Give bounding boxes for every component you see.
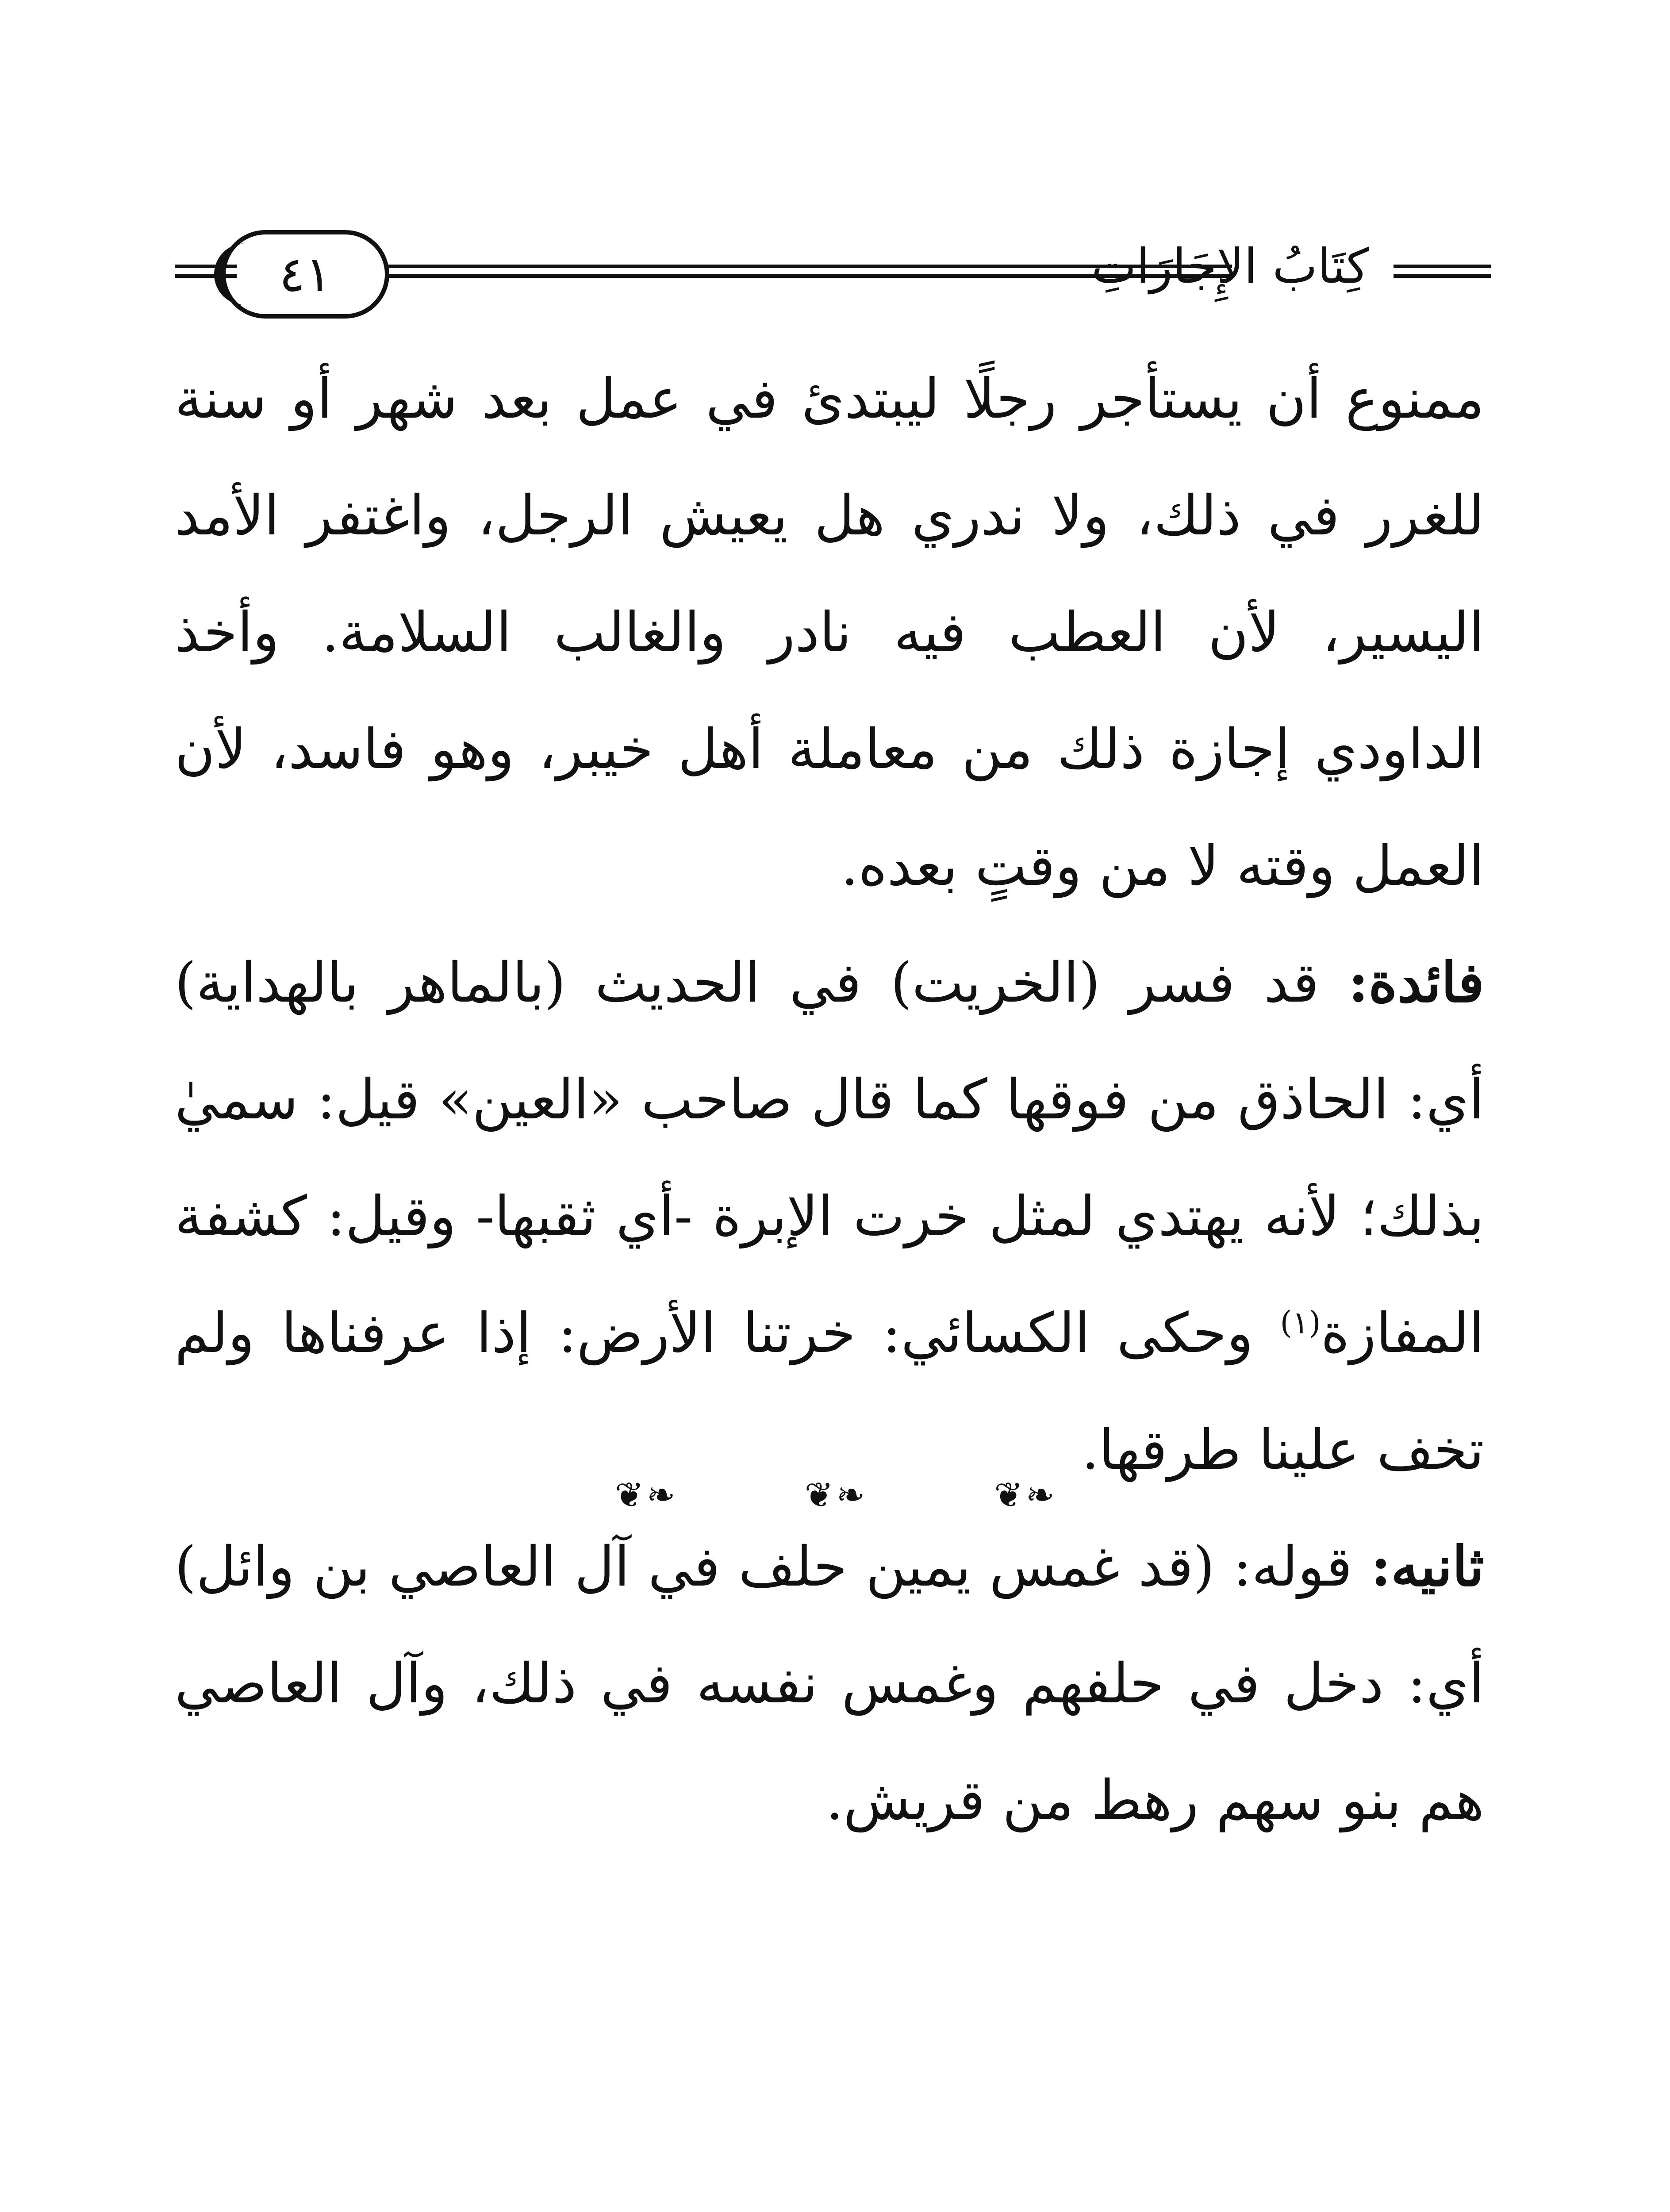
page-number-badge — [221, 230, 389, 319]
paragraph-2-text-part-1: قد فسر (الخريت) في الحديث (بالماهر بالهداية) أي: الحاذق من فوقها كما قال صاحب «العين» قيل: سميٰ بذلك؛ لأنه يهتدي لمثل خرت الإبرة -أي ثقبها- وقيل: كشفة المفازة — [175, 951, 1484, 1365]
paragraph-1 — [175, 341, 1484, 925]
ornament-icon: ❦❧ — [804, 1475, 868, 1515]
paragraph-3 — [175, 1509, 1484, 1859]
paragraph-2-text-part-2: وحكى الكسائي: خرتنا الأرض: إذا عرفناها ولم تخف علينا طرقها. — [175, 1302, 1484, 1482]
header-rule-right — [1394, 265, 1491, 278]
ornament-icon: ❦❧ — [994, 1475, 1057, 1515]
book-title: كِتَابُ الإِجَارَاتِ — [1091, 239, 1369, 294]
paragraph-2 — [175, 925, 1484, 1509]
paragraph-3-lead: ثانيه: — [1371, 1535, 1484, 1599]
footnote-reference[interactable]: (١) — [1280, 1304, 1321, 1341]
page-number: ٤١ — [279, 246, 332, 303]
paragraph-1-text: ممنوع أن يستأجر رجلًا ليبتدئ في عمل بعد شهر أو سنة للغرر في ذلك، ولا ندري هل يعيش الرجل، واغتفر الأمد اليسير، لأن العطب فيه نادر والغالب السلامة. وأخذ الداودي إجازة ذلك من معاملة أهل خيبر، وهو فاسد، لأن العمل وقته لا من وقتٍ بعده. — [175, 367, 1485, 898]
section-ornament — [615, 1475, 1057, 1515]
paragraph-2-lead: فائدة: — [1348, 951, 1484, 1015]
header-rule-left — [175, 265, 237, 278]
paragraph-3-text: قوله: (قد غمس يمين حلف في آل العاصي بن وائل) أي: دخل في حلفهم وغمس نفسه في ذلك، وآل العاصي هم بنو سهم رهط من قريش. — [175, 1535, 1484, 1832]
page-header — [175, 230, 1491, 319]
main-text — [175, 341, 1484, 1859]
header-rule-middle — [383, 265, 1232, 278]
ornament-icon: ❦❧ — [615, 1475, 678, 1515]
